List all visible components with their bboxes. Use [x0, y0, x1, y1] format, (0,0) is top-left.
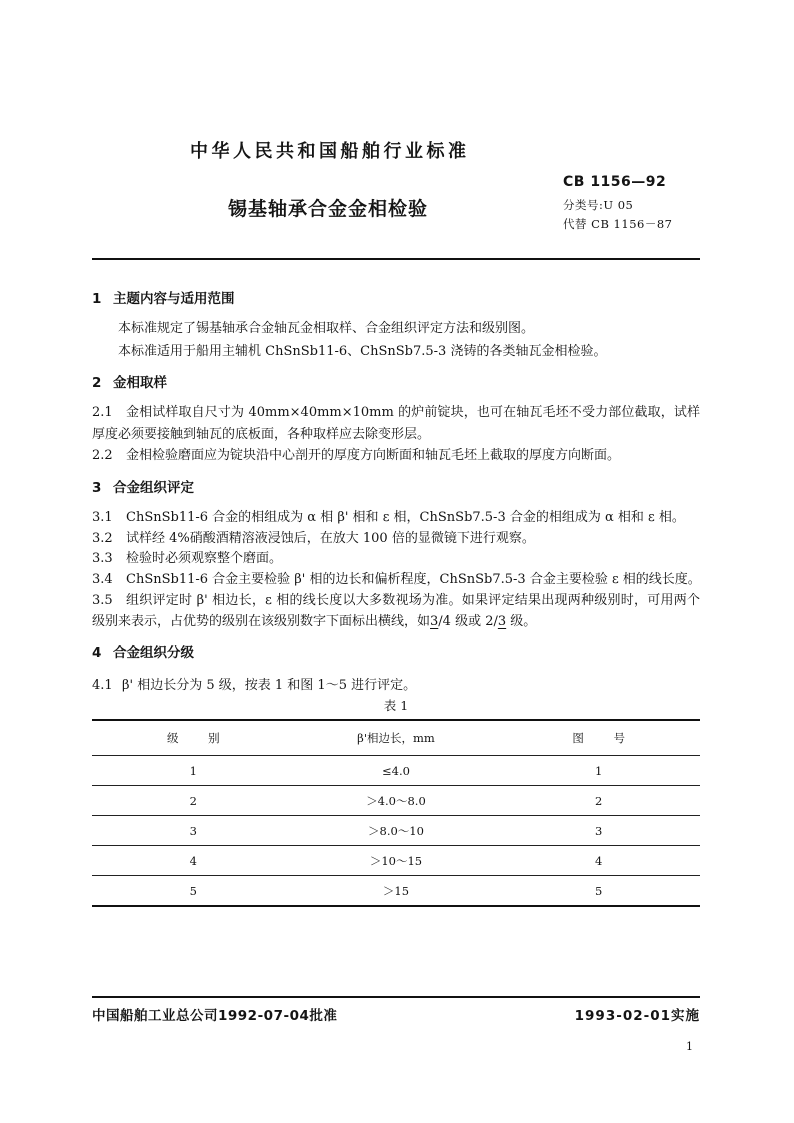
clause-3-3 [92, 550, 282, 568]
section-3-heading [92, 479, 194, 497]
clause-number: 3.1 [92, 510, 113, 525]
section-title: 合金组织分级 [113, 645, 194, 661]
section-number: 4 [92, 645, 102, 661]
clause-number: 2.2 [92, 448, 113, 463]
clause-number: 3.2 [92, 531, 113, 546]
underlined-grade: 3 [497, 614, 507, 629]
footer-divider [92, 996, 700, 998]
table-row [92, 876, 700, 907]
figure-cell: 3 [497, 816, 700, 846]
figure-column-header: 图 号 [497, 720, 700, 756]
clause-2-2 [92, 447, 620, 465]
table-header-row [92, 720, 700, 756]
section-4-heading [92, 644, 194, 662]
clause-text: 金相检验磨面应为锭块沿中心剖开的厚度方向断面和轴瓦毛坯上截取的厚度方向断面。 [126, 448, 621, 463]
section-number: 3 [92, 480, 102, 496]
section-1-heading [92, 290, 235, 308]
table-row [92, 846, 700, 876]
figure-cell: 4 [497, 846, 700, 876]
clause-3-5-line-2 [92, 613, 536, 631]
clause-2-1-line-1 [92, 404, 700, 422]
clause-text: 组织评定时 β' 相边长，ε 相的线长度以大多数视场为准。如果评定结果出现两种级别时，可用两个 [126, 593, 700, 608]
header-divider [92, 258, 700, 260]
classification-number: 分类号:U 05 [563, 198, 634, 212]
clause-text: 级。 [506, 614, 537, 629]
underlined-grade: 3 [430, 614, 439, 629]
industry-standard-name: 中华人民共和国船舶行业标准 [190, 141, 470, 162]
edge-length-cell: ＞4.0～8.0 [295, 786, 498, 816]
clause-2-1-line-2: 厚度必须要接触到轴瓦的底板面，各种取样应去除变形层。 [92, 427, 431, 442]
section-2-heading [92, 374, 167, 392]
clause-text: 检验时必须观察整个磨面。 [126, 551, 283, 566]
figure-cell: 5 [594, 883, 603, 898]
page-number: 1 [686, 1040, 693, 1053]
clause-4-1 [92, 677, 416, 695]
clause-3-2 [92, 530, 535, 548]
section-1-paragraph-1: 本标准规定了锡基轴承合金轴瓦金相取样、合金组织评定方法和级别图。 [118, 321, 535, 336]
section-title: 合金组织评定 [113, 480, 194, 496]
effective-date-statement: 1993-02-01实施 [574, 1008, 700, 1024]
standard-code: CB 1156—92 [563, 174, 667, 190]
clause-text: 级别来表示，占优势的级别在该级别数字下面标出横线，如 [92, 614, 431, 629]
clause-text: 金相试样取自尺寸为 40mm×40mm×10mm 的炉前锭块，也可在轴瓦毛坯不受力部位截取，试样 [126, 405, 700, 420]
grade-cell: 4 [92, 846, 295, 876]
section-number: 1 [92, 291, 102, 307]
edge-length-cell: ＞8.0～10 [295, 816, 498, 846]
section-1-paragraph-2: 本标准适用于船用主辅机 ChSnSb11-6、ChSnSb7.5-3 浇铸的各类轴瓦金相检验。 [118, 344, 607, 359]
figure-cell: 2 [497, 786, 700, 816]
clause-3-4 [92, 571, 701, 589]
grade-cell: 3 [92, 816, 295, 846]
edge-length-column-header: β'相边长，mm [295, 720, 498, 756]
clause-3-1 [92, 509, 685, 527]
clause-text: ChSnSb11-6 合金主要检验 β' 相的边长和偏析程度，ChSnSb7.5-3 合金主要检验 ε 相的线长度。 [126, 572, 701, 587]
edge-length-cell: ＞10～15 [295, 846, 498, 876]
clause-text: β' 相边长分为 5 级，按表 1 和图 1～5 进行评定。 [122, 678, 417, 693]
clause-number: 4.1 [92, 678, 113, 693]
clause-number: 3.3 [92, 551, 113, 566]
figure-cell: 1 [497, 756, 700, 786]
table-caption: 表 1 [383, 698, 409, 713]
clause-number: 2.1 [92, 405, 113, 420]
section-title: 主题内容与适用范围 [113, 291, 235, 307]
clause-number: 3.5 [92, 593, 113, 608]
clause-3-5-line-1 [92, 592, 700, 610]
table-row [92, 786, 700, 816]
section-title: 金相取样 [113, 375, 167, 391]
grade-cell: 2 [92, 786, 295, 816]
table-row [92, 816, 700, 846]
section-number: 2 [92, 375, 102, 391]
clause-text: 试样经 4%硝酸酒精溶液浸蚀后，在放大 100 倍的显微镜下进行观察。 [126, 531, 535, 546]
edge-length-cell: ≤4.0 [295, 756, 498, 786]
grade-column-header: 级 别 [92, 720, 295, 756]
clause-number: 3.4 [92, 572, 113, 587]
table-row [92, 756, 700, 786]
grade-cell: 1 [92, 756, 295, 786]
replaces-standard: 代替 CB 1156－87 [563, 217, 673, 231]
approval-statement: 中国船舶工业总公司1992-07-04批准 [92, 1008, 338, 1024]
document-title: 锡基轴承合金金相检验 [228, 198, 429, 220]
clause-text: ChSnSb11-6 合金的相组成为 α 相 β' 相和 ε 相，ChSnSb7.5-3 合金的相组成为 α 相和 ε 相。 [126, 510, 685, 525]
grade-cell: 5 [189, 883, 197, 898]
clause-text: /4 级或 2/ [438, 614, 498, 629]
grade-table [92, 719, 700, 907]
edge-length-cell: ＞15 [382, 883, 410, 898]
